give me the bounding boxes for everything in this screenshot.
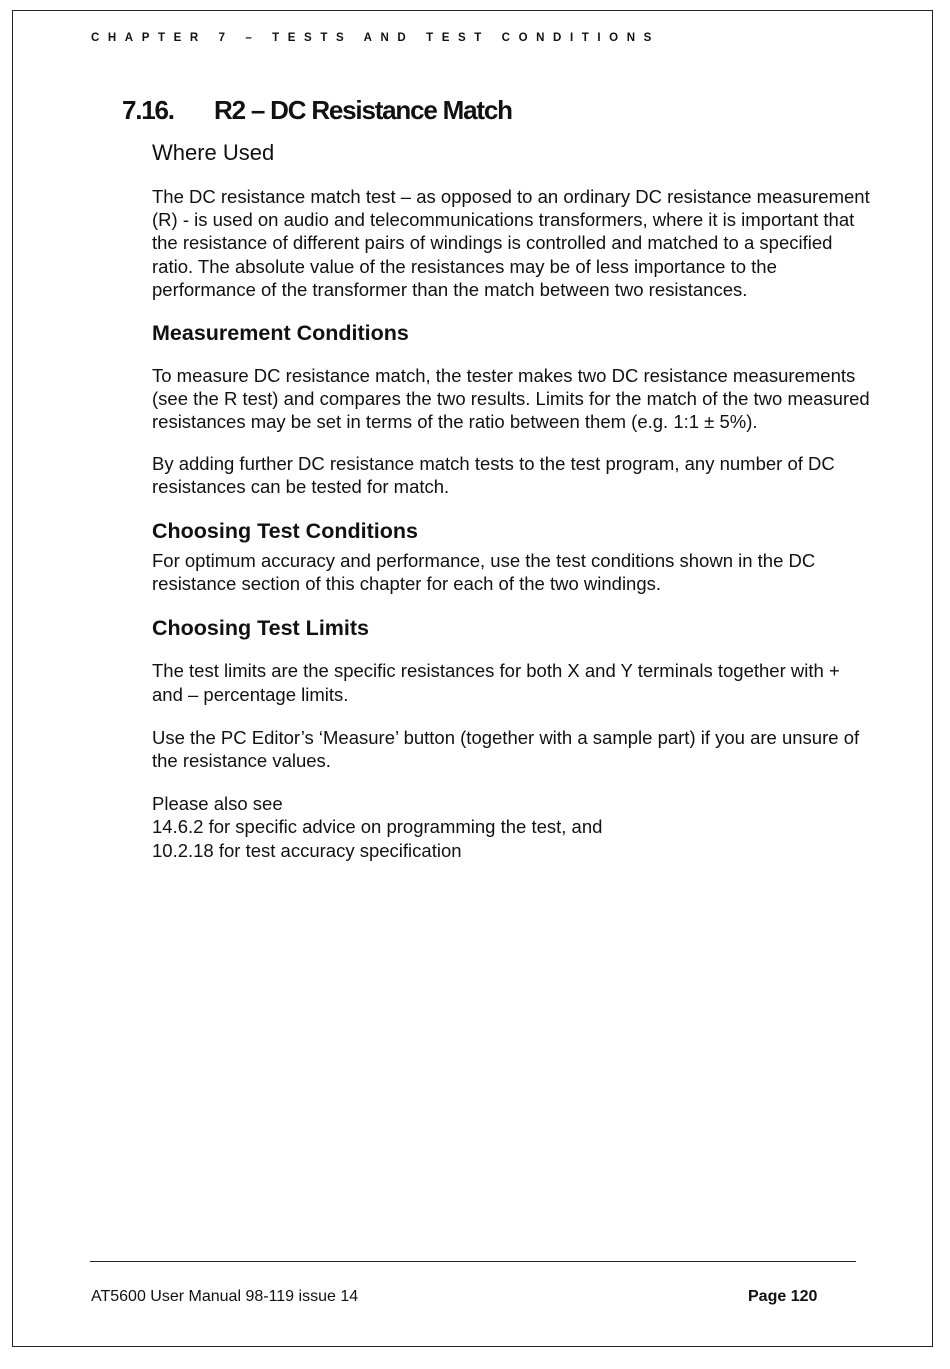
choosing-test-conditions-paragraph: For optimum accuracy and performance, use the test conditions shown in the DC resistance section of this chapter for each of the two windings.	[152, 550, 816, 595]
measurement-conditions-paragraph-2: By adding further DC resistance match tests to the test program, any number of DC resistances can be tested for match.	[152, 452, 835, 497]
measurement-conditions-paragraph-1: To measure DC resistance match, the tester makes two DC resistance measurements (see the R test) and compares the two results. Limits for the match of the two measured resistances may be set in terms of the ratio between them (e.g. 1:1 ± 5%).	[152, 365, 870, 433]
where-used-heading: Where Used	[152, 140, 275, 165]
section-title-text: R2 – DC Resistance Match	[214, 95, 512, 125]
see-also-line: Please also see	[152, 793, 283, 815]
footer-page-number: Page 120	[748, 1288, 818, 1305]
measurement-conditions-heading: Measurement Conditions	[152, 321, 409, 346]
see-also-block	[152, 792, 872, 862]
chapter-header: CHAPTER 7 – TESTS AND TEST CONDITIONS	[91, 32, 660, 44]
section-number: 7.16.	[122, 95, 174, 125]
where-used-paragraph: The DC resistance match test – as opposed to an ordinary DC resistance measurement (R) - is used on audio and telecommunications transformers, where it is important that the resistance of different pairs of windings is controlled and matched to a specified ratio. The absolute value of the resistances may be of less importance to the performance of the transformer than the match between two resistances.	[152, 186, 870, 300]
footer-manual-title: AT5600 User Manual 98-119 issue 14	[91, 1288, 359, 1305]
see-also-line: 10.2.18 for test accuracy specification	[152, 839, 462, 861]
choosing-test-limits-paragraph-2: Use the PC Editor’s ‘Measure’ button (together with a sample part) if you are unsure of the resistance values.	[152, 726, 860, 772]
section-body	[152, 138, 872, 862]
see-also-line: 14.6.2 for specific advice on programming the test, and	[152, 816, 603, 838]
choosing-test-limits-heading: Choosing Test Limits	[152, 616, 369, 641]
footer-divider	[90, 1261, 856, 1262]
choosing-test-limits-paragraph-1: The test limits are the specific resistances for both X and Y terminals together with + and – percentage limits.	[152, 660, 840, 705]
section-title	[122, 95, 512, 126]
choosing-test-conditions-heading: Choosing Test Conditions	[152, 519, 418, 544]
